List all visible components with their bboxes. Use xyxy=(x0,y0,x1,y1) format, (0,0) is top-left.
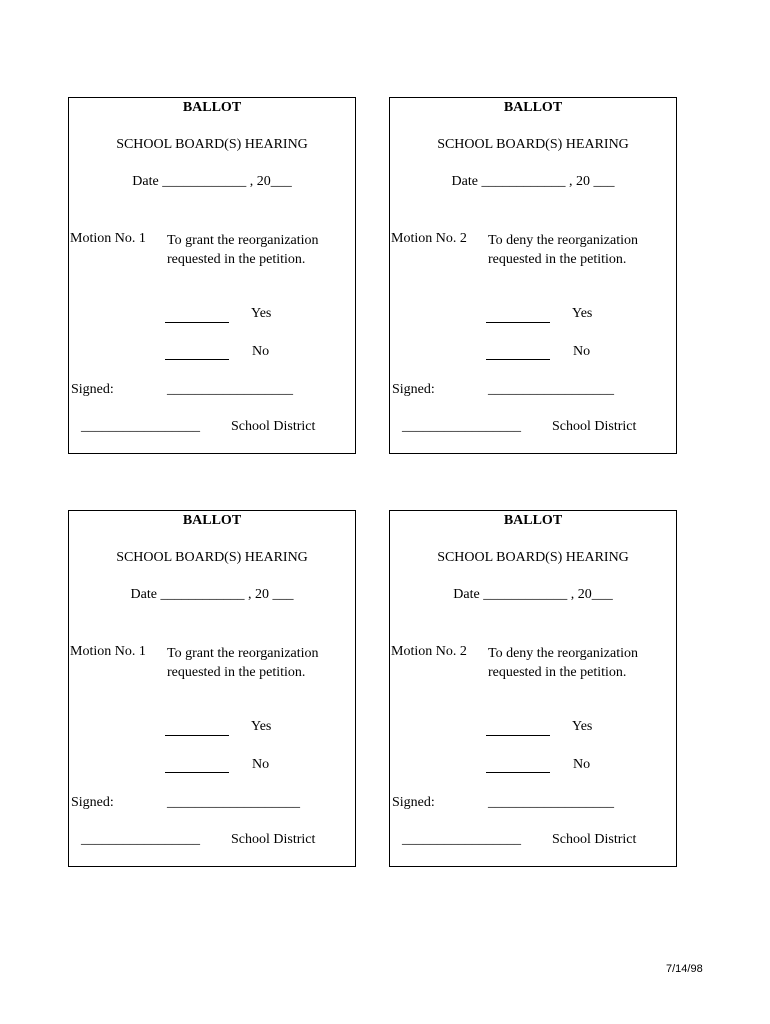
signed-label: Signed: xyxy=(392,795,435,810)
motion-text: To grant the reorganization requested in the petition. xyxy=(167,233,319,267)
yes-vote-blank[interactable] xyxy=(486,322,550,323)
yes-vote-blank[interactable] xyxy=(165,735,229,736)
date-line xyxy=(390,174,676,190)
ballot-card-3 xyxy=(68,510,356,867)
ballot-title: BALLOT xyxy=(503,513,563,528)
district-name-blank[interactable]: _________________ xyxy=(402,832,521,847)
motion-text: To deny the reorganization requested in the petition. xyxy=(488,233,638,267)
ballot-card-4 xyxy=(389,510,677,867)
no-vote-blank[interactable] xyxy=(165,359,229,360)
year-blank[interactable]: , 20 ___ xyxy=(247,587,294,602)
date-line xyxy=(390,587,676,603)
date-line xyxy=(69,174,355,190)
motion-number: Motion No. 1 xyxy=(70,231,146,246)
no-label: No xyxy=(573,757,591,772)
hearing-heading: SCHOOL BOARD(S) HEARING xyxy=(116,137,308,152)
date-line xyxy=(69,587,355,603)
signature-blank[interactable]: ___________________ xyxy=(167,795,300,810)
signed-label: Signed: xyxy=(71,382,114,397)
district-label: School District xyxy=(552,419,637,434)
revision-date: 7/14/98 xyxy=(666,963,703,975)
year-blank[interactable]: , 20 ___ xyxy=(568,174,615,189)
district-label: School District xyxy=(552,832,637,847)
date-label: Date xyxy=(130,587,157,602)
district-name-blank[interactable]: _________________ xyxy=(402,419,521,434)
yes-label: Yes xyxy=(572,719,593,734)
ballot-title: BALLOT xyxy=(182,513,242,528)
signature-blank[interactable]: __________________ xyxy=(488,382,614,397)
ballot-title: BALLOT xyxy=(503,100,563,115)
date-label: Date xyxy=(453,587,480,602)
yes-label: Yes xyxy=(572,306,593,321)
signed-label: Signed: xyxy=(71,795,114,810)
district-label: School District xyxy=(231,419,316,434)
yes-label: Yes xyxy=(251,719,272,734)
ballot-card-2 xyxy=(389,97,677,454)
ballot-title: BALLOT xyxy=(182,100,242,115)
date-label: Date xyxy=(132,174,159,189)
signed-label: Signed: xyxy=(392,382,435,397)
no-label: No xyxy=(573,344,591,359)
district-name-blank[interactable]: _________________ xyxy=(81,419,200,434)
no-vote-blank[interactable] xyxy=(486,359,550,360)
no-vote-blank[interactable] xyxy=(486,772,550,773)
date-blank[interactable]: ____________ xyxy=(481,174,566,189)
date-blank[interactable]: ____________ xyxy=(483,587,568,602)
motion-number: Motion No. 2 xyxy=(391,231,467,246)
date-blank[interactable]: ____________ xyxy=(162,174,247,189)
no-label: No xyxy=(252,344,270,359)
no-label: No xyxy=(252,757,270,772)
no-vote-blank[interactable] xyxy=(165,772,229,773)
hearing-heading: SCHOOL BOARD(S) HEARING xyxy=(116,550,308,565)
year-blank[interactable]: , 20___ xyxy=(249,174,292,189)
motion-text: To deny the reorganization requested in the petition. xyxy=(488,646,638,680)
signature-blank[interactable]: __________________ xyxy=(167,382,293,397)
yes-vote-blank[interactable] xyxy=(165,322,229,323)
ballot-card-1 xyxy=(68,97,356,454)
date-label: Date xyxy=(451,174,478,189)
date-blank[interactable]: ____________ xyxy=(160,587,245,602)
hearing-heading: SCHOOL BOARD(S) HEARING xyxy=(437,550,629,565)
yes-vote-blank[interactable] xyxy=(486,735,550,736)
year-blank[interactable]: , 20___ xyxy=(570,587,613,602)
signature-blank[interactable]: __________________ xyxy=(488,795,614,810)
district-label: School District xyxy=(231,832,316,847)
motion-number: Motion No. 2 xyxy=(391,644,467,659)
yes-label: Yes xyxy=(251,306,272,321)
motion-text: To grant the reorganization requested in the petition. xyxy=(167,646,319,680)
hearing-heading: SCHOOL BOARD(S) HEARING xyxy=(437,137,629,152)
motion-number: Motion No. 1 xyxy=(70,644,146,659)
district-name-blank[interactable]: _________________ xyxy=(81,832,200,847)
